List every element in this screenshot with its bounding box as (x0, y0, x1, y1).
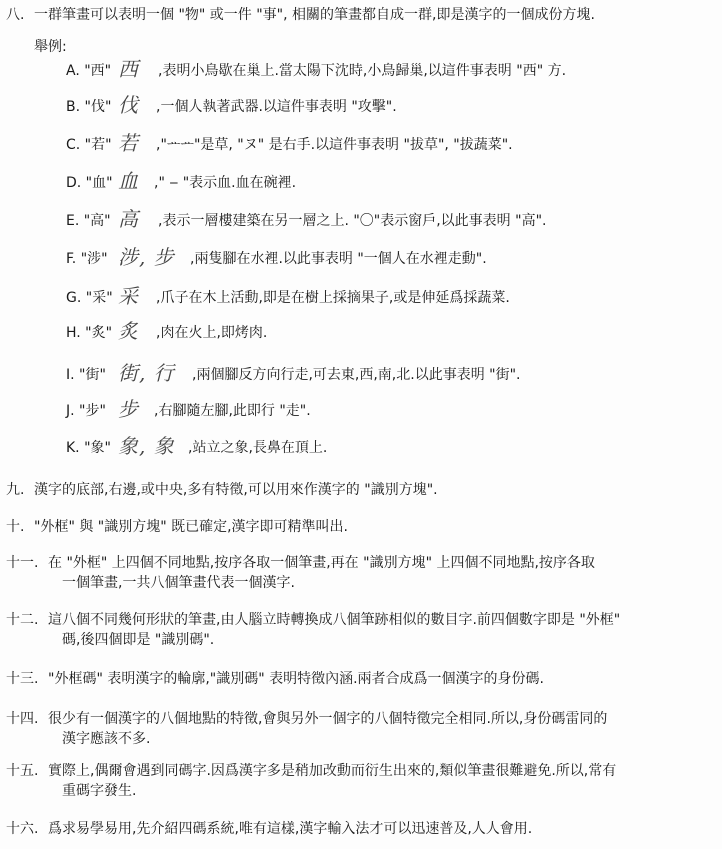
examples-heading: 舉例: (34, 39, 67, 55)
section-number: 十二. (6, 612, 39, 628)
example-text: ,爪子在木上活動,即是在樹上採摘果子,或是伸延爲採蔬菜. (156, 290, 510, 306)
example-label: C. "若" (66, 137, 112, 153)
example-glyph-image: 高 (118, 207, 139, 231)
example-glyph-image: 象, 象 (118, 434, 175, 458)
example-label: K. "象" (66, 440, 111, 456)
example-text: ,站立之象,長鼻在頂上. (188, 440, 328, 456)
example-label: I. "街" (66, 367, 106, 383)
section-number: 十六. (6, 821, 39, 837)
example-label: H. "炙" (66, 325, 113, 341)
section-text: 很少有一個漢字的八個地點的特徵,會與另外一個字的八個特徵完全相同.所以,身份碼雷同的 (48, 711, 608, 727)
example-glyph-image: 步 (118, 397, 139, 421)
example-glyph-image: 采 (118, 284, 139, 308)
section-number: 八. (6, 7, 25, 23)
example-text: ,"ᅭᅭ"是草, "ヌ" 是右手.以這件事表明 "拔草", "拔蔬菜". (156, 137, 513, 153)
example-text: ," ‒ "表示血.血在碗裡. (154, 175, 297, 191)
example-text: ,右腳隨左腳,此即行 "走". (154, 403, 311, 419)
example-label: B. "伐" (66, 99, 112, 115)
example-label: A. "西" (66, 63, 112, 79)
section-number: 十五. (6, 763, 39, 779)
example-label: J. "步" (66, 403, 106, 419)
section-text: 這八個不同幾何形狀的筆畫,由人腦立時轉換成八個筆跡相似的數目字.前四個數字即是 "外框" (48, 612, 621, 628)
example-text: ,表示一層樓建築在另一層之上. "〇"表示窗戶,以此事表明 "高". (158, 213, 547, 229)
section-number: 九. (6, 482, 25, 498)
section-text: 實際上,偶爾會遇到同碼字.因爲漢字多是稍加改動而衍生出來的,類似筆畫很難避免.所以,常有 (48, 763, 617, 779)
example-text: ,肉在火上,即烤肉. (156, 325, 268, 341)
example-glyph-image: 若 (118, 131, 139, 155)
section-text: 一群筆畫可以表明一個 "物" 或一件 "事", 相關的筆畫都自成一群,即是漢字的一個成份方塊. (34, 7, 595, 23)
section-text: 在 "外框" 上四個不同地點,按序各取一個筆畫,再在 "識別方塊" 上四個不同地點,按序各取 (48, 555, 595, 571)
example-label: G. "采" (66, 290, 113, 306)
section-text: "外框碼" 表明漢字的輪廓,"識別碼" 表明特徵內涵.兩者合成爲一個漢字的身份碼. (48, 671, 545, 687)
section-text: 爲求易學易用,先介紹四碼系統,唯有這樣,漢字輸入法才可以迅速普及,人人會用. (48, 821, 533, 837)
example-glyph-image: 西 (118, 57, 139, 81)
section-number: 十四. (6, 711, 39, 727)
example-text: ,兩隻腳在水裡.以此事表明 "一個人在水裡走動". (190, 251, 487, 267)
section-number: 十三. (6, 671, 39, 687)
example-label: E. "高" (66, 213, 111, 229)
example-text: ,表明小鳥歇在巢上.當太陽下沈時,小鳥歸巢,以這件事表明 "西" 方. (158, 63, 567, 79)
example-label: F. "涉" (66, 251, 108, 267)
example-glyph-image: 炙 (118, 319, 139, 343)
example-text: ,兩個腳反方向行走,可去東,西,南,北.以此事表明 "街". (192, 367, 521, 383)
section-number: 十. (6, 519, 25, 535)
section-text-continued: 漢字應該不多. (62, 731, 151, 747)
section-text: "外框" 與 "識別方塊" 既已確定,漢字即可精準叫出. (34, 519, 349, 535)
section-text-continued: 一個筆畫,一共八個筆畫代表一個漢字. (62, 575, 295, 591)
example-glyph-image: 血 (118, 169, 139, 193)
example-glyph-image: 街, 行 (118, 361, 175, 385)
section-text-continued: 重碼字發生. (62, 783, 137, 799)
example-label: D. "血" (66, 175, 113, 191)
example-glyph-image: 涉, 步 (118, 245, 175, 269)
example-glyph-image: 伐 (118, 93, 139, 117)
section-text: 漢字的底部,右邊,或中央,多有特徵,可以用來作漢字的 "識別方塊". (34, 482, 438, 498)
section-text-continued: 碼,後四個即是 "識別碼". (62, 632, 215, 648)
section-number: 十一. (6, 555, 39, 571)
example-text: ,一個人執著武器.以這件事表明 "攻擊". (156, 99, 397, 115)
